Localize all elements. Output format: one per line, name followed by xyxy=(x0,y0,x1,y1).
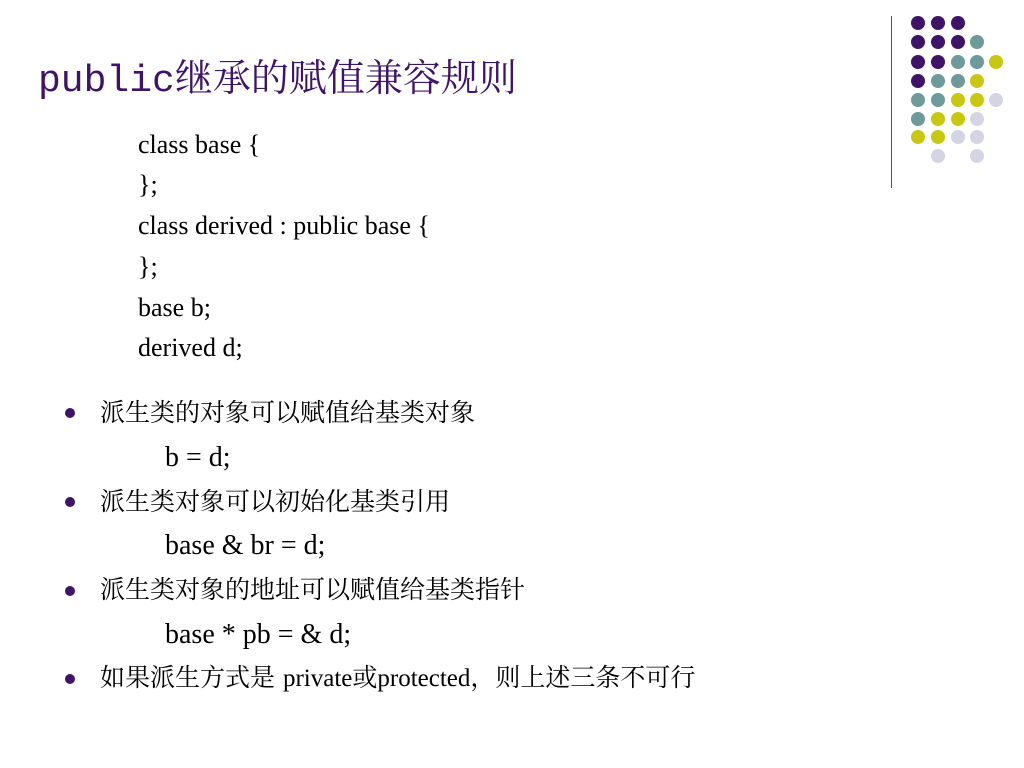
bullet-marker xyxy=(65,674,75,684)
decorative-dot xyxy=(970,112,984,126)
decorative-dot xyxy=(911,74,925,88)
slide-title-text: 继承的赋值兼容规则 xyxy=(174,56,517,100)
bullet-item: 派生类对象可以初始化基类引用 xyxy=(100,487,451,516)
code-line: class derived : public base { xyxy=(138,211,430,240)
decorative-dot xyxy=(931,35,945,49)
decorative-dot xyxy=(951,74,965,88)
decorative-dot xyxy=(951,130,965,144)
decorative-dot xyxy=(970,93,984,107)
decorative-dot xyxy=(931,130,945,144)
decorative-dot xyxy=(970,74,984,88)
slide-title-code: public xyxy=(38,60,175,103)
slide-title xyxy=(38,52,517,108)
decorative-dot xyxy=(970,55,984,69)
decorative-dot xyxy=(931,55,945,69)
bullet-marker xyxy=(65,408,75,418)
decorative-dot xyxy=(970,130,984,144)
bullet-marker xyxy=(65,586,75,596)
decorative-dot xyxy=(951,55,965,69)
decorative-dot xyxy=(989,93,1003,107)
decorative-dot xyxy=(970,149,984,163)
decorative-dot xyxy=(911,16,925,30)
divider-line xyxy=(891,16,892,188)
code-line: }; xyxy=(138,252,158,281)
code-line: derived d; xyxy=(138,333,243,362)
code-line: class base { xyxy=(138,130,261,159)
bullet-example: b = d; xyxy=(165,442,231,473)
decorative-dot xyxy=(911,35,925,49)
bullet-item: 派生类对象的地址可以赋值给基类指针 xyxy=(100,575,526,604)
bullet-item: 派生类的对象可以赋值给基类对象 xyxy=(100,398,476,427)
bullet-example: base & br = d; xyxy=(165,530,326,561)
decorative-dot xyxy=(931,16,945,30)
decorative-dot xyxy=(931,149,945,163)
code-line: base b; xyxy=(138,293,211,322)
decorative-dot xyxy=(951,35,965,49)
code-line: }; xyxy=(138,170,158,199)
decorative-dot xyxy=(911,55,925,69)
decorative-dot xyxy=(931,74,945,88)
decorative-dot xyxy=(931,93,945,107)
decorative-dot xyxy=(951,112,965,126)
decorative-dot xyxy=(931,112,945,126)
decorative-dot xyxy=(970,35,984,49)
bullet-marker xyxy=(65,497,75,507)
bullet-example: base * pb = & d; xyxy=(165,619,352,650)
decorative-dot xyxy=(911,130,925,144)
decorative-dot xyxy=(911,112,925,126)
bullet-item: 如果派生方式是 private或protected，则上述三条不可行 xyxy=(100,663,696,692)
decorative-dot xyxy=(989,55,1003,69)
decorative-dot xyxy=(951,93,965,107)
decorative-dot xyxy=(911,93,925,107)
decorative-dot xyxy=(951,16,965,30)
